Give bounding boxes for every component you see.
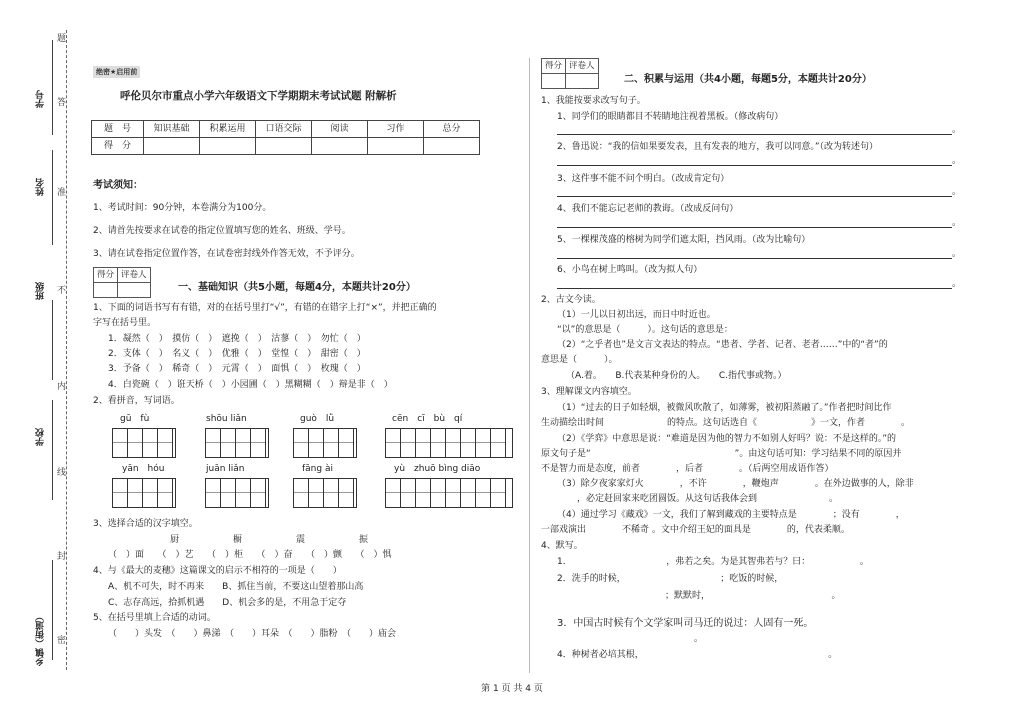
score-input-cell[interactable] — [200, 138, 256, 155]
answer-line[interactable] — [557, 196, 952, 197]
class-underline — [52, 300, 53, 380]
question-line: （1）一儿以日初出远，而日中时近也。 — [557, 310, 716, 320]
score-table-cell: 口语交际 — [256, 121, 312, 138]
question-text: 5、在括号里填上合适的动词。 — [93, 613, 216, 623]
score-table-cell: 知识基础 — [144, 121, 200, 138]
question-text: 2、看拼音，写词语。 — [93, 396, 180, 406]
answer-line[interactable] — [557, 165, 952, 166]
seal-char: 封 — [57, 552, 67, 562]
question-line: （ ）头发 （ ）鼻涕 （ ）耳朵 （ ）脂粉 （ ）庙会 — [108, 629, 397, 639]
notice-heading: 考试须知： — [93, 180, 143, 191]
question-line: 2．支体（ ） 名义（ ） 优雅（ ） 堂惶（ ） 甜密（ ） — [108, 349, 366, 359]
char-options: 厨 橱 震 振 — [170, 535, 369, 545]
question-text: 3、理解课文内容填空。 — [541, 387, 637, 397]
grader-reviewer-cell[interactable] — [118, 283, 151, 298]
question-line: （3）除夕夜家家灯火 ，不许 ，鞭炮声 。在外边做事的人，除非 — [557, 479, 914, 489]
question-line: （2）《学弈》中意思是说：“难道是因为他的智力不如别人好吗？说：不是这样的。”的 — [557, 434, 897, 444]
option-line: A、机不可失，时不再来 B、抓住当前，不要这山望着那山高 — [108, 582, 364, 592]
writing-grid[interactable] — [205, 428, 269, 458]
option-line: （A.着。 B.代表某种身份的人。 C.指代事或物。） — [566, 371, 787, 381]
writing-grid[interactable] — [385, 428, 513, 458]
question-line: （4）通过学习《藏戏》一文，我们了解到藏戏的主要特点是 ；没有 ， — [557, 510, 905, 520]
score-table-cell: 习作 — [368, 121, 424, 138]
question-line: 5、一棵棵茂盛的榕树为同学们遮太阳，挡风雨。（改为比喻句） — [557, 235, 811, 245]
answer-line[interactable] — [557, 227, 952, 228]
question-line: 1、同学们的眼睛都目不转睛地注视着黑板。（修改病句） — [557, 112, 784, 122]
writing-grid[interactable] — [293, 478, 357, 508]
student-id-underline — [52, 40, 53, 135]
question-line: 4．种树者必培其根， 。 — [557, 650, 838, 660]
question-line: 一部戏演出 不稀奇 。文中介绍王妃的面具是 的，代表柔顺。 — [541, 525, 850, 535]
seal-char: 准 — [57, 188, 67, 198]
writing-grid[interactable] — [293, 428, 357, 458]
grader-score-cell[interactable] — [542, 74, 566, 89]
grader-score-label: 得分 — [542, 59, 566, 74]
question-line: （2）“之乎者也”是文言文表达的特点。“患者、学者、记者、老者……”中的“者”的 — [557, 340, 888, 350]
class-label: 班级 — [36, 282, 46, 300]
school-underline — [52, 400, 53, 500]
notice-item: 3、请在试卷指定位置作答，在试卷密封线外作答无效，不予评分。 — [93, 249, 360, 259]
question-line: 意思是（ ）。 — [541, 355, 618, 365]
seal-char: 不 — [57, 286, 67, 296]
score-input-cell[interactable] — [312, 138, 368, 155]
question-line: ，必定赶回家来吃团圆饭。从这句话我体会到 。 — [541, 494, 839, 504]
student-id-label: 学号 — [36, 90, 46, 108]
writing-grid[interactable] — [205, 478, 269, 508]
answer-line[interactable] — [557, 288, 952, 289]
answer-line[interactable] — [557, 258, 952, 259]
pinyin-label: yù zhuō bìng diāo — [394, 464, 481, 474]
confidential-badge: 绝密★启用前 — [93, 66, 140, 78]
question-line: 原文句子是“ ”。由这句话可知：学习结果不同的原因并 — [541, 449, 902, 459]
pinyin-label: shōu liǎn — [206, 414, 247, 424]
question-line: （1）“过去的日子如轻烟，被微风吹散了，如薄雾，被初阳蒸融了。”作者把时间比作 — [557, 403, 892, 413]
question-text: 3、选择合适的汉字填空。 — [93, 519, 198, 529]
page-title: 呼伦贝尔市重点小学六年级语文下学期期末考试试题 附解析 — [120, 90, 397, 102]
question-line: 2．洗手的时候， ；吃饭的时候， — [557, 574, 784, 584]
question-text: 1、我能按要求改写句子。 — [541, 96, 646, 106]
grader-score-label: 得分 — [94, 268, 118, 283]
writing-grid[interactable] — [112, 428, 176, 458]
seal-char: 题 — [57, 34, 67, 44]
question-line: 4．白瓷碗（ ）诳天桥（ ）小园圃（ ）黑糊糊（ ）辩是非（ ） — [108, 380, 393, 390]
question-text: 4、与《最大的麦穗》这篇课文的启示不相符的一项是（ ） — [93, 566, 342, 576]
score-input-cell[interactable] — [144, 138, 200, 155]
seal-char: 密 — [57, 636, 67, 646]
grader-box — [541, 58, 599, 89]
pinyin-label: yān hóu — [122, 464, 165, 474]
seal-char: 线 — [57, 468, 67, 478]
pinyin-label: cēn cī bù qí — [392, 414, 463, 424]
town-label: 乡镇（街道） — [36, 612, 46, 666]
question-line: 1． ，弗若之矣。为是其智弗若与？曰： 。 — [557, 557, 869, 567]
name-underline — [52, 150, 53, 245]
pinyin-label: juān liǎn — [206, 464, 245, 474]
score-table-cell: 题 号 — [92, 121, 144, 138]
column-divider — [529, 58, 530, 673]
question-line: 3．中国古时候有个文学家叫司马迁的说过：人固有一死。 — [557, 618, 889, 629]
notice-item: 2、请首先按要求在试卷的指定位置填写您的姓名、班级、学号。 — [93, 226, 351, 236]
score-input-cell[interactable] — [256, 138, 312, 155]
writing-grid[interactable] — [385, 478, 513, 508]
score-table-cell: 得 分 — [92, 138, 144, 155]
question-line: 6、小鸟在树上鸣叫。（改为拟人句） — [557, 265, 703, 275]
question-text: 2、古文今读。 — [541, 295, 601, 305]
seal-dashed-line — [66, 30, 67, 670]
question-line: 。 — [541, 634, 704, 644]
page-footer: 第 1 页 共 4 页 — [481, 684, 543, 694]
option-line: C、志存高远，拾抓机遇 D、机会多的是，不用急于定夺 — [108, 598, 347, 608]
question-line: 生动描绘出时间 的特点。这句话选自《 》一文，作者 。 — [541, 418, 911, 428]
question-line: 3．予备（ ） 稀奇（ ） 元霄（ ） 面惧（ ） 枚瑰（ ） — [108, 364, 366, 374]
town-underline — [52, 560, 53, 660]
score-table-cell: 总分 — [424, 121, 480, 138]
seal-char: 内 — [57, 382, 67, 392]
question-line: “以”的意思是（ ）。这句话的意思是： — [557, 325, 733, 335]
section-2-title: 二、积累与运用（共4小题，每题5分，本题共计20分） — [624, 74, 872, 85]
question-text: 字写在括号里。 — [93, 318, 157, 328]
question-text: 1、下面的词语书写有有错，对的在括号里打“√”，有错的在错字上打“×”，并把正确的 — [93, 303, 437, 313]
answer-line[interactable] — [557, 134, 952, 135]
grader-reviewer-cell[interactable] — [566, 74, 599, 89]
school-label: 学校 — [36, 428, 46, 446]
question-line: 2、鲁迅说：“我的信如果要发表，且有发表的地方，我可以同意。”（改为转述句） — [557, 142, 879, 152]
seal-char: 答 — [57, 98, 67, 108]
question-line: （ ）面 （ ）艺 （ ）柜 （ ）奋 （ ）颤 （ ）惧 — [108, 550, 392, 560]
pinyin-label: guò lǜ — [300, 414, 335, 424]
grader-reviewer-label: 评卷人 — [566, 59, 599, 74]
question-text: 4、默写。 — [541, 541, 583, 551]
score-input-cell[interactable] — [424, 138, 480, 155]
question-line: 4、我们不能忘记老师的教诲。（改成反问句） — [557, 204, 739, 214]
score-table — [91, 120, 480, 155]
score-table-cell: 积累运用 — [200, 121, 256, 138]
question-line: ；默默时， 。 — [557, 591, 841, 601]
score-input-cell[interactable] — [368, 138, 424, 155]
grader-score-cell[interactable] — [94, 283, 118, 298]
pinyin-label: gū fù — [120, 414, 150, 424]
name-label: 姓名 — [36, 178, 46, 196]
section-1-title: 一、基础知识（共5小题，每题4分，本题共计20分） — [178, 282, 416, 293]
question-line: 3、这件事不能不问个明白。（改成肯定句） — [557, 174, 730, 184]
grader-reviewer-label: 评卷人 — [118, 268, 151, 283]
score-table-cell: 阅读 — [312, 121, 368, 138]
writing-grid[interactable] — [112, 478, 176, 508]
question-line: 1．凝然（ ） 摸仿（ ） 遮挽（ ） 沽蓼（ ） 勿忙（ ） — [108, 334, 366, 344]
grader-box — [93, 267, 151, 298]
pinyin-label: fāng ài — [302, 464, 333, 474]
question-line: 不是智力而是态度，前者 ，后者 。（后两空用成语作答） — [541, 464, 834, 474]
notice-item: 1、考试时间：90分钟，本卷满分为100分。 — [93, 203, 272, 213]
